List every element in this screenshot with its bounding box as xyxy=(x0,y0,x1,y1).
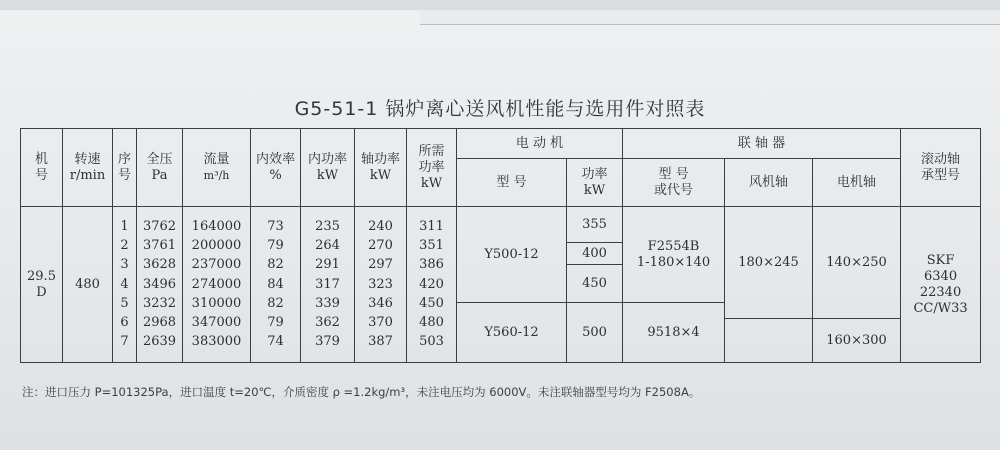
row-5-seq: 5 xyxy=(120,295,129,311)
row-1-shaft: 240 xyxy=(368,219,393,234)
row-6-shaft: 370 xyxy=(368,315,393,331)
row-2-flow: 200000 xyxy=(191,238,242,254)
motor1-model-cell: Y500-12 xyxy=(457,207,567,303)
row-6-eff: 79 xyxy=(267,315,284,331)
footnote: 注：进口压力 P=101325Pa，进口温度 t=20℃，介质密度 ρ =1.2kg/m³，未注电压均为 6000V。未注联轴器型号均为 F2508A。 xyxy=(22,385,701,399)
header-motor-power: 功率 kW xyxy=(567,159,623,207)
row-3-seq: 3 xyxy=(120,257,129,273)
motor2-model-cell: Y560-12 xyxy=(457,303,567,363)
row-2-inner: 264 xyxy=(315,238,340,254)
header-coupling-model: 型 号 或代号 xyxy=(623,159,725,207)
row-3-pressure: 3628 xyxy=(142,257,177,273)
coupling1-cell: F2554B 1-180×140 xyxy=(623,207,725,303)
flow-column xyxy=(183,207,251,363)
row-2-req: 351 xyxy=(419,238,444,254)
header-shaft-power: 轴功率 kW xyxy=(355,129,407,207)
header-efficiency: 内效率 % xyxy=(251,129,301,207)
row-1-pressure: 3762 xyxy=(142,219,177,234)
row-7-pressure: 2639 xyxy=(142,334,177,350)
motor1-power-2: 400 xyxy=(567,243,623,265)
row-4-shaft: 323 xyxy=(368,276,393,292)
header-flow: 流量 m³/h xyxy=(183,129,251,207)
header-seq: 序 号 xyxy=(113,129,137,207)
row-4-eff: 84 xyxy=(267,276,284,292)
motor1-power-3: 450 xyxy=(567,265,623,303)
inner-power-column xyxy=(301,207,355,363)
speed-cell: 480 xyxy=(63,207,113,363)
header-coupling-group: 联 轴 器 xyxy=(623,129,901,159)
row-7-req: 503 xyxy=(419,334,444,350)
fan-shaft-cell: 180×245 xyxy=(725,207,813,319)
header-required-power: 所需 功率 kW xyxy=(407,129,457,207)
row-4-flow: 274000 xyxy=(191,276,242,292)
row-3-eff: 82 xyxy=(267,257,284,273)
row-7-eff: 74 xyxy=(267,334,284,350)
row-2-seq: 2 xyxy=(120,238,129,254)
row-2-shaft: 270 xyxy=(368,238,393,254)
fan-shaft-spacer xyxy=(725,319,813,363)
row-7-flow: 383000 xyxy=(191,334,242,350)
required-power-column xyxy=(407,207,457,363)
row-1-req: 311 xyxy=(419,219,444,234)
row-4-req: 420 xyxy=(419,276,444,292)
row-2-pressure: 3761 xyxy=(142,238,177,254)
header-motor-model: 型 号 xyxy=(457,159,567,207)
row-6-inner: 362 xyxy=(315,315,340,331)
row-6-pressure: 2968 xyxy=(142,315,177,331)
row-1-seq: 1 xyxy=(120,219,129,234)
row-7-shaft: 387 xyxy=(368,334,393,350)
row-6-seq: 6 xyxy=(120,315,129,331)
row-3-req: 386 xyxy=(419,257,444,273)
header-machine-no: 机 号 xyxy=(21,129,63,207)
row-5-req: 450 xyxy=(419,295,444,311)
machine-no-cell: 29.5 D xyxy=(21,207,63,363)
row-3-flow: 237000 xyxy=(191,257,242,273)
row-2-eff: 79 xyxy=(267,238,284,254)
row-5-inner: 339 xyxy=(315,295,340,311)
header-row-1 xyxy=(21,129,981,159)
header-bearing: 滚动轴 承型号 xyxy=(901,129,981,207)
row-6-req: 480 xyxy=(419,315,444,331)
row-1-flow: 164000 xyxy=(191,219,242,234)
motor-shaft2-cell: 160×300 xyxy=(813,319,901,363)
bearing-cell: SKF 6340 22340 CC/W33 xyxy=(901,207,981,363)
table-title: G5-51-1 锅炉离心送风机性能与选用件对照表 xyxy=(294,98,706,120)
document-sheet xyxy=(0,10,1000,450)
row-4-inner: 317 xyxy=(315,276,340,292)
motor1-power-1: 355 xyxy=(567,207,623,243)
row-4-seq: 4 xyxy=(120,276,129,292)
row-5-flow: 310000 xyxy=(191,295,242,311)
pressure-column xyxy=(137,207,183,363)
header-fan-shaft: 风机轴 xyxy=(725,159,813,207)
shaft-power-column xyxy=(355,207,407,363)
seq-column xyxy=(113,207,137,363)
row-1-eff: 73 xyxy=(267,219,284,234)
row-1-inner: 235 xyxy=(315,219,340,234)
header-motor-group: 电 动 机 xyxy=(457,129,623,159)
performance-table xyxy=(20,128,981,363)
row-5-eff: 82 xyxy=(267,295,284,311)
row-7-seq: 7 xyxy=(120,334,129,350)
header-motor-shaft: 电机轴 xyxy=(813,159,901,207)
motor2-power-cell: 500 xyxy=(567,303,623,363)
header-pressure: 全压 Pa xyxy=(137,129,183,207)
previous-table-edge xyxy=(420,10,1000,25)
row-6-flow: 347000 xyxy=(191,315,242,331)
efficiency-column xyxy=(251,207,301,363)
row-5-pressure: 3232 xyxy=(142,295,177,311)
header-speed: 转速 r/min xyxy=(63,129,113,207)
row-4-pressure: 3496 xyxy=(142,276,177,292)
coupling2-cell: 9518×4 xyxy=(623,303,725,363)
header-inner-power: 内功率 kW xyxy=(301,129,355,207)
motor-shaft1-cell: 140×250 xyxy=(813,207,901,319)
row-3-inner: 291 xyxy=(315,257,340,273)
body-row-a xyxy=(21,207,981,243)
row-3-shaft: 297 xyxy=(368,257,393,273)
row-7-inner: 379 xyxy=(315,334,340,350)
row-5-shaft: 346 xyxy=(368,295,393,311)
